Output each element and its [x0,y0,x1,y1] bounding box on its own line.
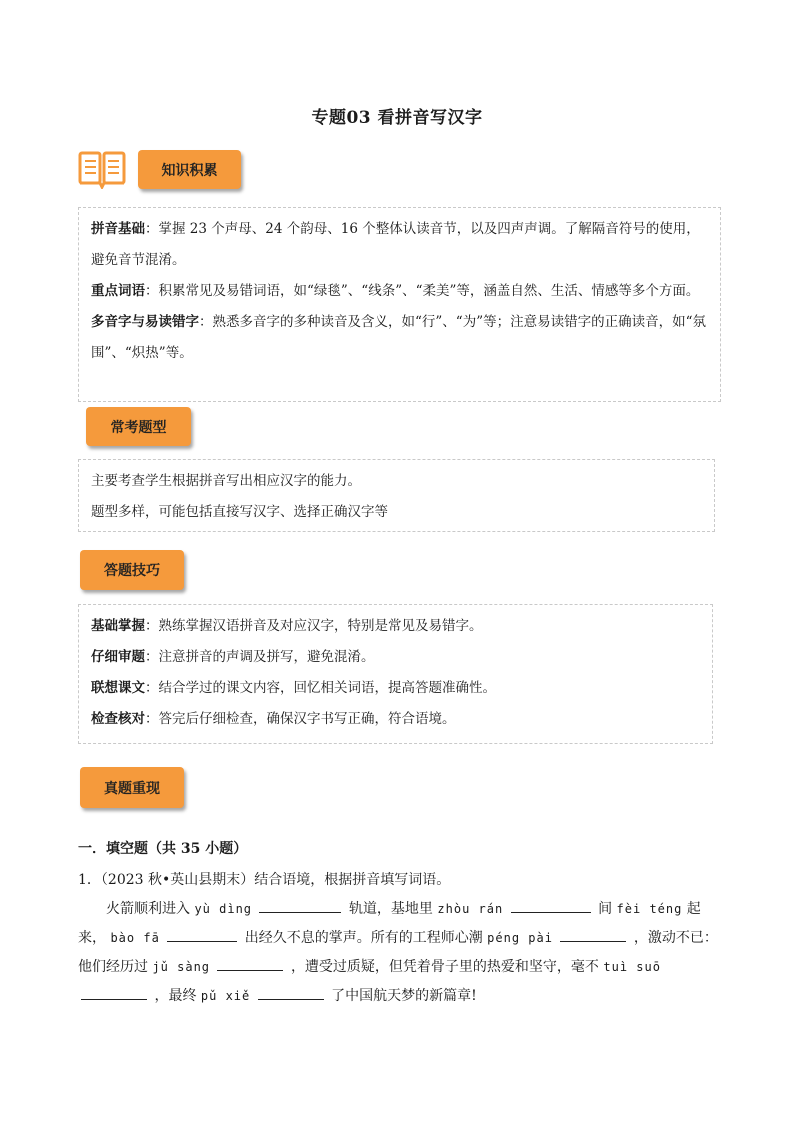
knowledge-item [91,214,710,276]
tips-text: ：熟练掌握汉语拼音及对应汉字，特别是常见及易错字。 [145,618,483,634]
answer-blank[interactable] [259,898,341,913]
section-tag-types: 常考题型 [86,407,191,446]
tips-item [91,704,702,735]
tips-item [91,673,702,704]
answer-blank[interactable] [81,985,147,1000]
pinyin: péng pài [487,931,553,945]
knowledge-item [91,276,710,307]
pinyin: jǔ sàng [152,960,211,974]
question-stem: 1．（2023 秋•英山县期末）结合语境，根据拼音填写词语。 [78,872,451,888]
tips-box [78,604,713,744]
pinyin: zhòu rán [437,902,504,916]
open-book-icon [78,147,126,189]
passage-text: 轨道，基地里 [348,901,433,917]
pinyin: fèi téng [616,902,683,916]
passage-text: 了中国航天梦的新篇章! [331,988,477,1004]
tips-text: ：结合学过的课文内容，回忆相关词语，提高答题准确性。 [145,680,496,696]
tips-label: 联想课文 [91,680,145,696]
tips-label: 仔细审题 [91,649,145,665]
pinyin: bào fā [110,931,160,945]
types-line: 主要考查学生根据拼音写出相应汉字的能力。 [91,473,361,489]
answer-blank[interactable] [511,898,591,913]
answer-blank[interactable] [258,985,324,1000]
section-tag-real: 真题重现 [80,767,184,808]
tips-label: 基础掌握 [91,618,145,634]
types-line: 题型多样，可能包括直接写汉字、选择正确汉字等 [91,504,388,520]
answer-blank[interactable] [217,956,283,971]
knowledge-text: ：熟悉多音字的多种读音及含义，如“行”、“为”等；注意易读错字的正确读音，如“氛围”、“炽热”等。 [91,314,707,361]
page-title: 专题03 看拼音写汉字 [311,108,483,128]
question-1 [78,866,718,1011]
types-box [78,459,715,532]
passage-text: 火箭顺利进入 [106,901,190,917]
knowledge-item [91,307,710,369]
tips-text: ：注意拼音的声调及拼写，避免混淆。 [145,649,375,665]
section-tag-tips: 答题技巧 [80,550,184,590]
tips-item [91,642,702,673]
knowledge-box [78,207,721,402]
knowledge-label: 重点词语 [91,283,145,299]
part-title: 一．填空题（共 35 小题） [78,841,248,857]
pinyin: pǔ xiě [200,989,251,1003]
passage-text: 起来， [78,901,701,946]
answer-blank[interactable] [167,927,237,942]
knowledge-label: 拼音基础 [91,221,145,237]
tips-text: ：答完后仔细检查，确保汉字书写正确，符合语境。 [145,711,456,727]
passage-text: 出经久不息的掌声。所有的工程师心潮 [244,930,483,946]
answer-blank[interactable] [560,927,626,942]
knowledge-text: ：积累常见及易错词语，如“绿毯”、“线条”、“柔美”等，涵盖自然、生活、情感等多个方面。 [145,283,700,299]
passage-text: ，激动不已：他们经历过 [78,930,718,975]
passage-text: ，最终 [154,988,197,1004]
knowledge-label: 多音字与易读错字 [91,314,199,330]
tips-label: 检查核对 [91,711,145,727]
knowledge-text: ：掌握 23 个声母、24 个韵母、16 个整体认读音节，以及四声声调。了解隔音符号的使用，避免音节混淆。 [91,221,700,268]
pinyin: tuì suō [603,960,661,974]
passage-text: ，遭受过质疑，但凭着骨子里的热爱和坚守，毫不 [290,959,599,975]
section-tag-knowledge: 知识积累 [138,150,241,189]
tips-item [91,611,702,642]
question-passage [78,895,718,1011]
passage-text: 间 [598,901,613,917]
pinyin: yù dìng [194,902,253,916]
